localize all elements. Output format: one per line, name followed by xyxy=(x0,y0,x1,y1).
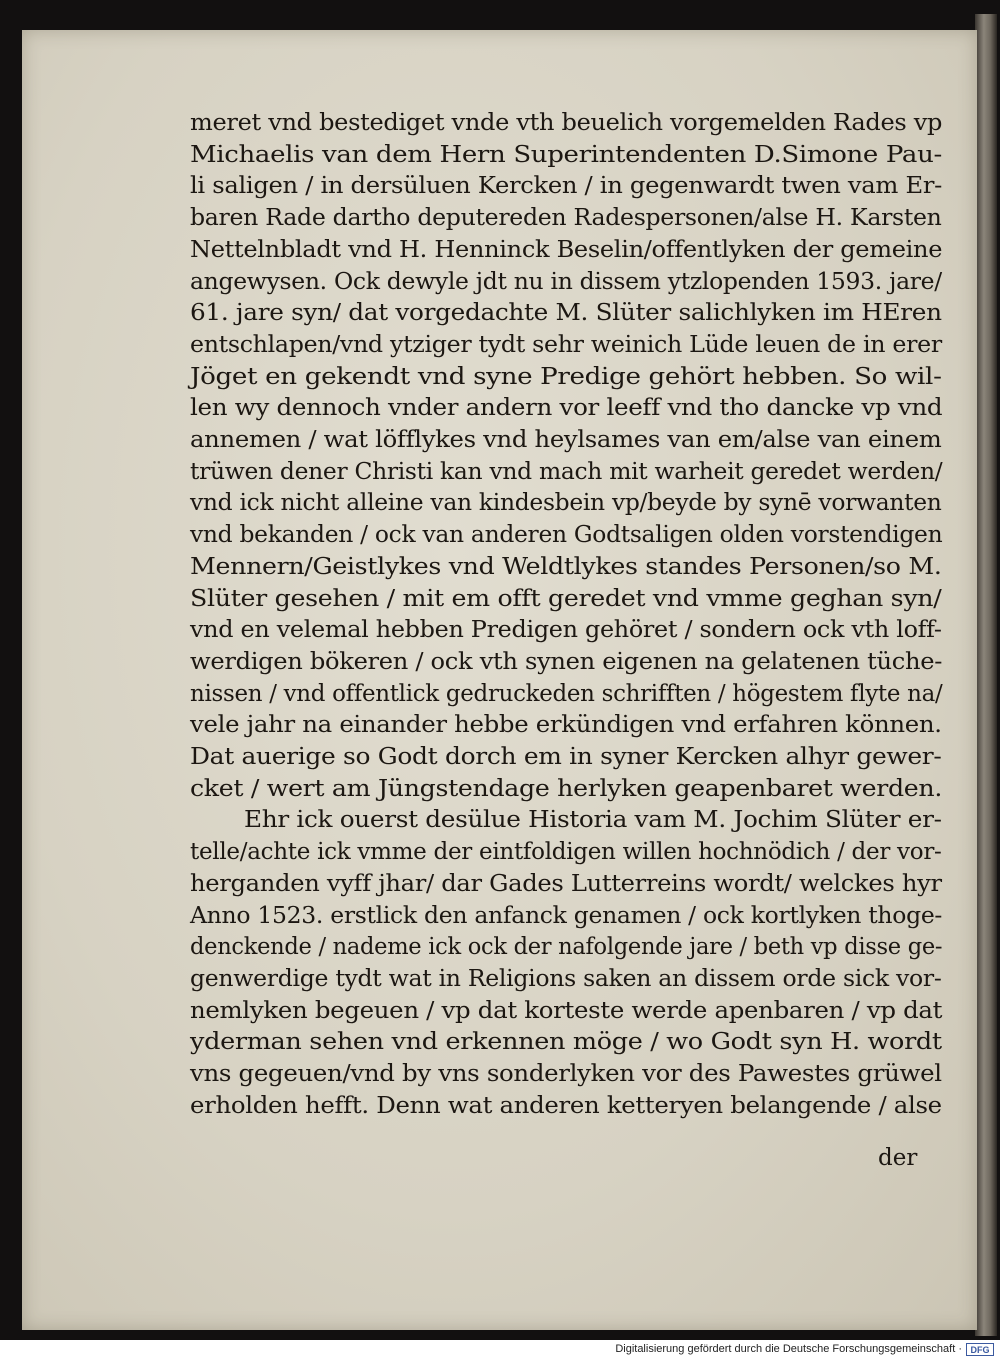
text-line: vnd bekanden / ock van anderen Godtsaligen olden vorstendigen xyxy=(190,522,943,549)
text-line: vnd en velemal hebben Predigen gehöret / sondern ock vth loff- xyxy=(190,617,942,644)
footer-bar xyxy=(0,1340,1000,1360)
text-line: erholden hefft. Denn wat anderen ketteryen belangende / alse xyxy=(190,1092,942,1119)
funding-credit: Digitalisierung gefördert durch die Deutsche Forschungsgemeinschaft · xyxy=(615,1343,962,1355)
text-line: Mennern/Geistlykes vnd Weldtlykes standes Personen/so M. xyxy=(190,553,942,580)
text-line: Anno 1523. erstlick den anfanck genamen / ock kortlyken thoge- xyxy=(190,902,943,929)
text-line: meret vnd bestediget vnde vth beuelich vorgemelden Rades vp xyxy=(190,110,943,136)
paragraph-start-line: Ehr ick ouerst desülue Historia vam M. Jochim Slüter er- xyxy=(244,807,942,834)
text-line: li saligen / in dersüluen Kercken / in gegenwardt twen vam Er- xyxy=(190,173,942,200)
text-line: annemen / wat löfflykes vnd heylsames van em/alse van einem xyxy=(190,427,942,453)
text-line: telle/achte ick vmme der eintfoldigen willen hochnödich / der vor- xyxy=(190,839,942,866)
book-edge xyxy=(975,14,997,1336)
book-page xyxy=(22,30,977,1330)
text-line: 61. jare syn/ dat vorgedachte M. Slüter salichlyken im HEren xyxy=(190,300,942,327)
text-line: werdigen bökeren / ock vth synen eigenen na gelatenen tüche- xyxy=(190,648,943,675)
text-line: angewysen. Ock dewyle jdt nu in dissem ytzlopenden 1593. jare/ xyxy=(190,268,942,295)
text-line: Dat auerige so Godt dorch em in syner Kercken alhyr gewer- xyxy=(190,744,942,770)
text-line: len wy dennoch vnder andern vor leeff vnd tho dancke vp vnd xyxy=(190,395,943,422)
text-line: herganden vyff jhar/ dar Gades Lutterreins wordt/ welckes hyr xyxy=(190,870,942,897)
text-line: nemlyken begeuen / vp dat korteste werde apenbaren / vp dat xyxy=(190,997,943,1024)
text-line: Nettelnbladt vnd H. Henninck Beselin/offentlyken der gemeine xyxy=(190,236,943,263)
text-line: trüwen dener Christi kan vnd mach mit warheit geredet werden/ xyxy=(190,458,943,485)
text-line: cket / wert am Jüngstendage herlyken geapenbaret werden. xyxy=(190,775,943,802)
text-line: vns gegeuen/vnd by vns sonderlyken vor des Pawestes grüwel xyxy=(190,1061,942,1087)
text-line: nissen / vnd offentlick gedruckeden schrifften / högestem flyte na/ xyxy=(190,680,943,707)
text-line: denckende / nademe ick ock der nafolgende jare / beth vp disse ge- xyxy=(190,934,943,961)
dfg-logo: DFG xyxy=(966,1343,994,1356)
text-line: genwerdige tydt wat in Religions saken an dissem orde sick vor- xyxy=(190,965,942,992)
text-line: Jöget en gekendt vnd syne Predige gehört hebben. So wil- xyxy=(190,363,942,390)
text-line: entschlapen/vnd ytziger tydt sehr weinich Lüde leuen de in erer xyxy=(190,331,942,358)
text-line: vele jahr na einander hebbe erkündigen vnd erfahren können. xyxy=(190,712,942,739)
text-line: vnd ick nicht alleine van kindesbein vp/beyde by synē vorwanten xyxy=(190,490,942,517)
catchword: der xyxy=(878,1145,918,1171)
text-line: yderman sehen vnd erkennen möge / wo Godt syn H. wordt xyxy=(190,1029,942,1056)
text-line: baren Rade dartho deputereden Radespersonen/alse H. Karsten xyxy=(190,205,942,232)
text-line: Slüter gesehen / mit em offt geredet vnd vmme geghan syn/ xyxy=(190,585,942,612)
text-line: Michaelis van dem Hern Superintendenten D.Simone Pau- xyxy=(190,141,942,168)
